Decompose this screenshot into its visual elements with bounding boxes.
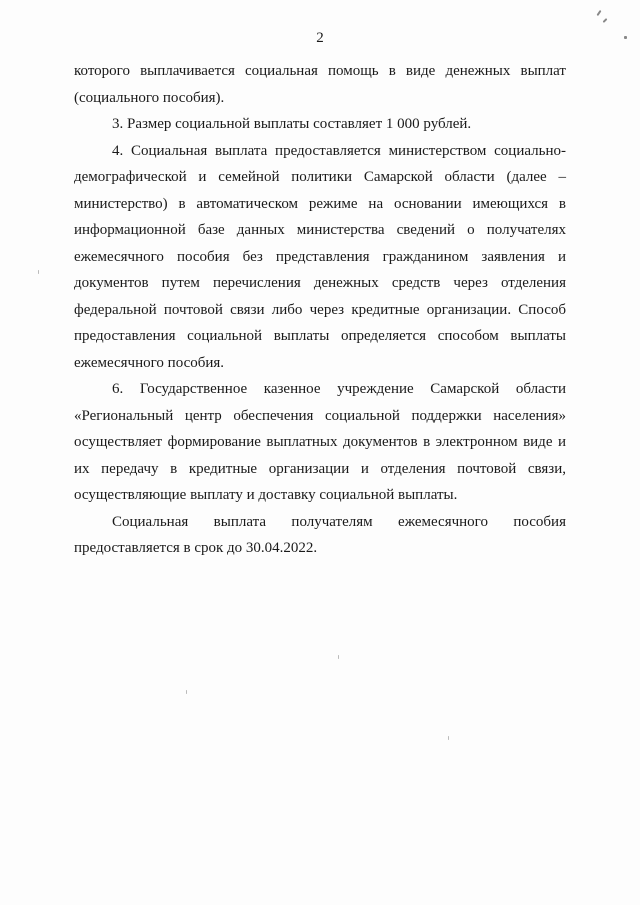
scan-artifact-top-right-2	[603, 18, 608, 23]
scan-artifact-mid	[186, 690, 187, 694]
scan-artifact-lower	[448, 736, 449, 740]
paragraph-6: 6. Государственное казенное учреждение Самарской области «Региональный центр обеспечения социальной поддержки населения» осуществляет формирование выплатных документов в электронном виде и их передачу в кредитные организации и отделения почтовой связи, осуществляющие выплату и доставку социальной выплаты.	[74, 381, 566, 503]
paragraph-continuation: которого выплачивается социальная помощь в виде денежных выплат (социального пособия).	[74, 63, 566, 106]
paragraph-final: Социальная выплата получателям ежемесячного пособия предоставляется в срок до 30.04.2022.	[74, 513, 566, 556]
scan-artifact-top-right	[596, 10, 601, 16]
paragraph-3: 3. Размер социальной выплаты составляет 1 000 рублей.	[112, 116, 472, 132]
scan-artifact-left-edge	[38, 270, 39, 274]
scan-artifact-right-edge	[624, 36, 627, 39]
paragraph-4: 4. Социальная выплата предоставляется министерством социально-демографической и семейной политики Самарской области (далее – министерство) в автоматическом режиме на основании имеющихся в информационной базе данных министерства сведений о получателях ежемесячного пособия без представления гражданином заявления и документов путем перечисления денежных средств через отделения федеральной почтовой связи либо через кредитные организации. Способ предоставления социальной выплаты определяется способом выплаты ежемесячного пособия.	[74, 142, 566, 371]
scan-artifact-mid-2	[338, 655, 339, 659]
document-body	[74, 58, 566, 562]
page-number: 2	[316, 30, 324, 46]
